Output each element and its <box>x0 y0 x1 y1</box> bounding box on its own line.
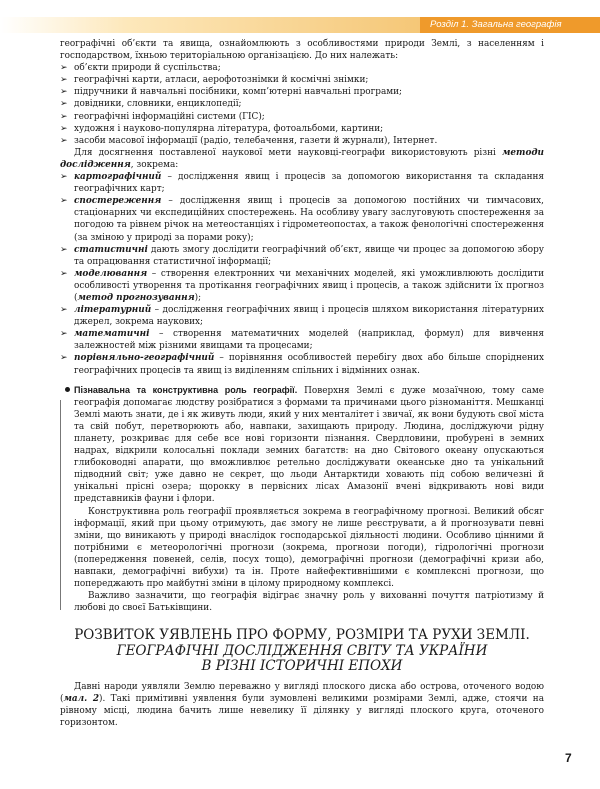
section-heading-line: ГЕОГРАФІЧНІ ДОСЛІДЖЕННЯ СВІТУ ТА УКРАЇНИ <box>116 642 488 659</box>
header-stripe <box>0 17 420 33</box>
intro-paragraph: географічні об’єкти та явища, ознайомлюють з особливостями природи Землі, з населенням і господарством, їхньою територіальною організацією. До них належать: <box>60 39 544 62</box>
final-paragraph: Давні народи уявляли Землю переважно у вигляді плоского диска або острова, оточеного водою (мал. 2). Такі примітивні уявлення були зумовлені великими розмірами Землі, адже, стоячи на рівному місці, людина бачить лише невелику її ділянку у вигляді плоского круга, оточеного горизонтом. <box>60 681 544 729</box>
method-item: ➢ літературний – дослідження географічних явищ і процесів шляхом використання літературних джерел, зокрема наукових; <box>60 304 544 328</box>
method-item: ➢ статистичні дають змогу дослідити географічний об’єкт, явище чи процес за допомогою збору та опрацювання статистичної інформації; <box>60 244 544 268</box>
section-heading-line: В РІЗНІ ІСТОРИЧНІ ЕПОХИ <box>201 658 403 675</box>
section-label: Розділ 1. Загальна географія <box>420 17 600 33</box>
source-item: ➢ географічні інформаційні системи (ГІС); <box>60 111 544 123</box>
source-item: ➢ художня і науково-популярна література, фотоальбоми, картини; <box>60 123 544 135</box>
method-item: ➢ порівняльно-географічний – порівняння особливостей перебігу двох або більше споріднених географічних процесів та явищ із виділенням спільних і відмінних ознак. <box>60 352 544 376</box>
source-item: ➢ географічні карти, атласи, аерофотознімки й космічні знімки; <box>60 74 544 86</box>
method-item: ➢ картографічний – дослідження явищ і процесів за допомогою використання та складання географічних карт; <box>60 171 544 195</box>
methods-list <box>60 171 544 377</box>
source-item: ➢ підручники й навчальні посібники, комп’ютерні навчальні програми; <box>60 86 544 98</box>
page-body <box>60 38 544 729</box>
section-heading-line: РОЗВИТОК УЯВЛЕНЬ ПРО ФОРМУ, РОЗМІРИ ТА РУХИ ЗЕМЛІ. <box>74 627 530 644</box>
method-item: ➢ математичні – створення математичних моделей (наприклад, формул) для вивчення залежностей між різними явищами та процесами; <box>60 328 544 352</box>
method-item: ➢ спостереження – дослідження явищ і процесів за допомогою постійних чи тимчасових, стаціонарних чи експедиційних спостережень. На особливу увагу заслуговують спостереження за погодою та рівнем річок на метеостанціях і гідрометеопостах, а також фенологічні спостереження (за зміною у природі за порами року); <box>60 195 544 243</box>
cognitive-role-block <box>60 384 544 615</box>
source-item: ➢ довідники, словники, енциклопедії; <box>60 98 544 110</box>
page-header <box>0 17 600 33</box>
patriotism-paragraph: Важливо зазначити, що географія відіграє значну роль у вихованні почуття патріотизму й любові до своєї Батьківщини. <box>74 591 544 614</box>
method-item: ➢ моделювання – створення електронних чи механічних моделей, які уможливлюють дослідити особливості утворення та протікання географічних явищ і процесів, а також здійснити їх прогноз (метод прогнозування); <box>60 268 544 304</box>
source-item: ➢ засоби масової інформації (радіо, телебачення, газети й журнали), Інтернет. <box>60 135 544 147</box>
page-number: 7 <box>565 751 572 765</box>
cognitive-paragraph: Пізнавальна та конструктивна роль географії. Поверхня Землі є дуже мозаїчною, тому саме географія допомагає людству розібратися з формами та причинами цього різноманіття. Мешканці Землі мають знати, де і як живуть люди, який у них менталітет і звичаї, як вони будують свої міста та свій побут, перетворюють або, навпаки, захищають природу. Людина, досліджуючи рідну планету, розкриває для себе все нові горизонти пізнання. Свердловини, пробурені в земних надрах, відкрили колосальні поклади земних багатств: на дно Світового океану опускаються глибоководні апарати, що вможливлює ретельно досліджувати океанське дно та унікальний підводний світ; уже давно не секрет, що льоди Антарктиди ховають під собою величезні й унікальні прісні озера; щорокку в первісних лісах Амазонії вчені відкривають нові види представників фауни і флори. <box>74 384 544 506</box>
constructive-paragraph: Конструктивна роль географії проявляється зокрема в географічному прогнозі. Великий обсяг інформації, який при цьому отримують, дає змогу не лише реєструвати, а й прогнозувати певні зміни, що виникають у природі внаслідок господарської діяльності людини. Особливо цінними й потрібними є метеорологічні прогнози (зокрема, прогнози погоди), гідрологічні прогнози (попередження повеней, селів, посух тощо), демографічні прогнози (демографічні кризи або, навпаки, демографічні вибухи) та ін. Проте найефективнішими є комплексні прогнози, що попереджають про майбутні зміни в цілому природному комплексі. <box>74 506 544 590</box>
methods-intro: Для досягнення поставленої наукової мети науковці-географи використовують різні методи дослідження, зокрема: <box>60 147 544 170</box>
bullet-dot-icon <box>65 387 70 392</box>
side-rule <box>60 400 61 611</box>
section-heading <box>60 628 544 675</box>
source-item: ➢ об’єкти природи й суспільства; <box>60 62 544 74</box>
sources-list <box>60 62 544 147</box>
